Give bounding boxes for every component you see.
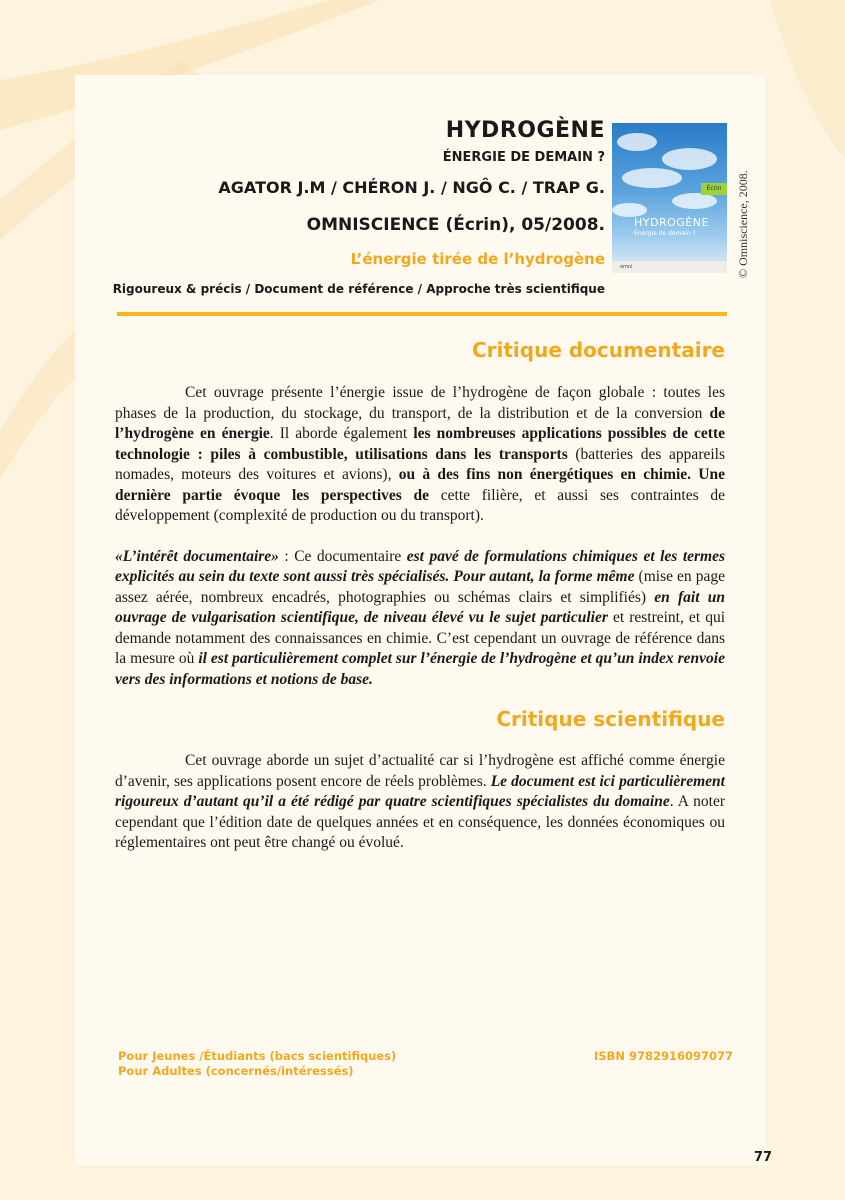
publisher-logo: omni <box>620 264 633 270</box>
text-run: Cet ouvrage présente l’énergie issue de l’hydrogène de façon globale : toutes les phases de la production, du stockage, du transport, de la distribution et de la conversion <box>115 384 725 422</box>
book-cover-image <box>612 123 727 273</box>
cover-badge: Écrin <box>701 183 727 195</box>
text-run: en fait un ouvrage de vulgarisation scientifique, de niveau élevé vu le sujet particulier <box>115 588 726 626</box>
page-number: 77 <box>754 1150 773 1165</box>
book-subtitle: ÉNERGIE DE DEMAIN ? <box>442 150 605 165</box>
paragraph-scientifique <box>115 751 725 854</box>
text-run: et restreint, et qui demande notamment des connaissances en chimie. C’est cependant un ouvrage de référence dans la mesure où <box>115 609 726 667</box>
text-run: «L’intérêt documentaire» <box>115 547 279 565</box>
copyright-notice: © Omniscience, 2008. <box>736 170 750 278</box>
text-run: cette filière, et aussi ses contraintes de développement (complexité de production ou du transport). <box>115 486 725 524</box>
text-run: Cet ouvrage aborde un sujet d’actualité car si l’hydrogène est affiché comme énergie d’avenir, ses applications posent encore de réels problèmes. <box>115 752 725 790</box>
text-run: les nombreuses applications possibles de cette technologie : piles à combustible, utilisations dans les transports <box>115 425 726 463</box>
text-run: : Ce documentaire <box>278 547 407 565</box>
section-title-scientifique: Critique scientifique <box>496 707 725 731</box>
text-run: . A noter cependant que l’édition date de quelques années et en conséquence, les données économiques ou réglementaires ont peut être changé ou évolué. <box>115 793 725 851</box>
book-authors: AGATOR J.M / CHÉRON J. / NGÔ C. / TRAP G. <box>218 178 605 197</box>
section-scientifique-body <box>115 751 725 854</box>
book-publisher: OMNISCIENCE (Écrin), 05/2008. <box>306 215 605 235</box>
paragraph-interet <box>115 547 725 691</box>
isbn: ISBN 9782916097077 <box>594 1049 733 1063</box>
text-run: (mise en page assez aérée, nombreux encadrés, photographies ou schémas clairs et simplifiés) <box>115 568 726 606</box>
section-documentaire-body <box>115 383 725 690</box>
text-run: (batteries des appareils nomades, moteurs des voitures et avions), <box>115 445 725 483</box>
book-tags: Rigoureux & précis / Document de référence / Approche très scientifique <box>112 282 605 296</box>
text-run: ou à des fins non énergétiques en chimie. Une dernière partie évoque les perspectives de <box>115 466 725 504</box>
header-divider <box>117 312 727 316</box>
text-run: Le document est ici particulièrement rigoureux d’autant qu’il a été rédigé par quatre scientifiques spécialistes du domaine <box>115 772 725 810</box>
cover-title: HYDROGÈNE <box>634 216 709 229</box>
text-run: est pavé de formulations chimiques et les termes explicités au sein du texte sont aussi très spécialisés. Pour autant, la forme même <box>115 547 726 585</box>
audience-info <box>118 1049 396 1079</box>
paragraph-overview <box>115 383 725 527</box>
audience-line-1: Pour Jeunes /Étudiants (bacs scientifiques) <box>118 1049 397 1063</box>
audience-line-2: Pour Adultes (concernés/intéressés) <box>118 1064 354 1078</box>
text-run: il est particulièrement complet sur l’énergie de l’hydrogène et qu’un index renvoie vers des informations et notions de base. <box>115 650 725 688</box>
text-run: . Il aborde également <box>269 425 414 442</box>
section-title-documentaire: Critique documentaire <box>471 338 725 362</box>
cover-subtitle: Énergie de demain ? <box>634 230 696 237</box>
book-theme: L’énergie tirée de l’hydrogène <box>350 250 605 268</box>
book-title: HYDROGÈNE <box>445 118 605 143</box>
text-run: de l’hydrogène en énergie <box>115 404 725 442</box>
